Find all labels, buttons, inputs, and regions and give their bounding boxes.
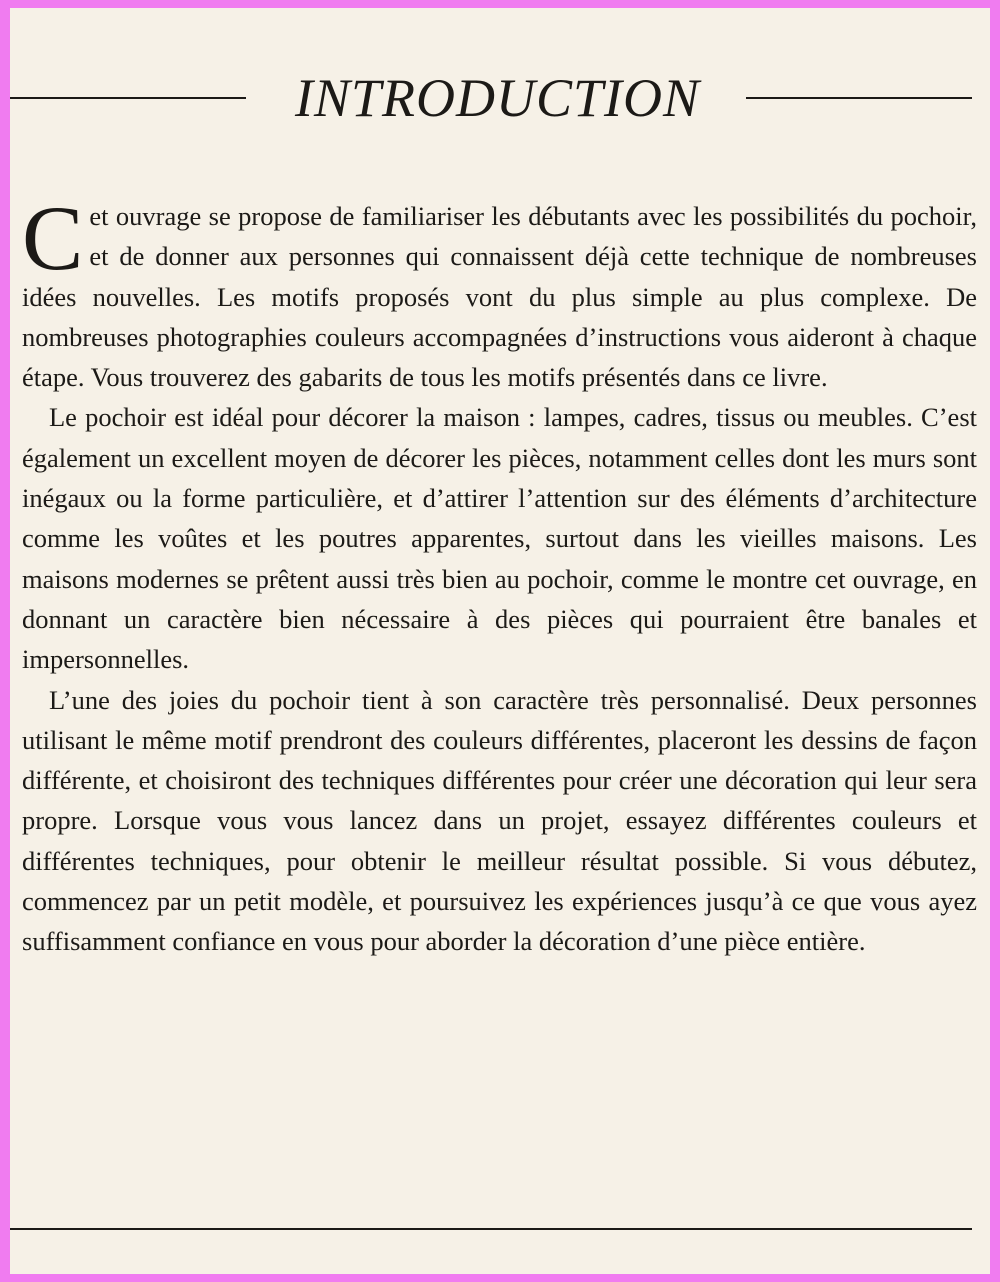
title-rule-right bbox=[746, 97, 972, 99]
drop-cap: C bbox=[22, 187, 84, 289]
paragraph-3: L’une des joies du pochoir tient à son caractère très personnalisé. Deux personnes utilisant le même motif prendront des couleurs différentes, placeront les dessins de façon différente, et choisiront des techniques différentes pour créer une décoration qui leur sera propre. Lorsque vous vous lancez dans un projet, essayez différentes couleurs et différentes techniques, pour obtenir le meilleur résultat possible. Si vous débutez, commencez par un petit modèle, et poursuivez les expériences jusqu’à ce que vous ayez suffisamment confiance en vous pour aborder la décoration d’une pièce entière. bbox=[22, 684, 977, 957]
article-body bbox=[22, 187, 977, 962]
page-title: INTRODUCTION bbox=[294, 68, 701, 128]
paragraph-1-text: et ouvrage se propose de familiariser les débutants avec les possibilités du pochoir, et de donner aux personnes qui connaissent déjà cette technique de nombreuses idées nouvelles. Les motifs proposés vont du plus simple au plus complexe. De nombreuses photographies couleurs accompagnées d’instructions vous aideront à chaque étape. Vous trouverez des gabarits de tous les motifs présentés dans ce livre. bbox=[22, 201, 977, 393]
paragraph-1 bbox=[22, 187, 977, 397]
bottom-rule bbox=[10, 1228, 972, 1230]
title-row bbox=[10, 68, 990, 128]
page bbox=[10, 8, 990, 1274]
title-rule-left bbox=[10, 97, 246, 99]
paragraph-2: Le pochoir est idéal pour décorer la maison : lampes, cadres, tissus ou meubles. C’est également un excellent moyen de décorer les pièces, notamment celles dont les murs sont inégaux ou la forme particulière, et d’attirer l’attention sur des éléments d’architecture comme les voûtes et les poutres apparentes, surtout dans les vieilles maisons. Les maisons modernes se prêtent aussi très bien au pochoir, comme le montre cet ouvrage, en donnant un caractère bien nécessaire à des pièces qui pourraient être banales et impersonnelles. bbox=[22, 402, 977, 675]
